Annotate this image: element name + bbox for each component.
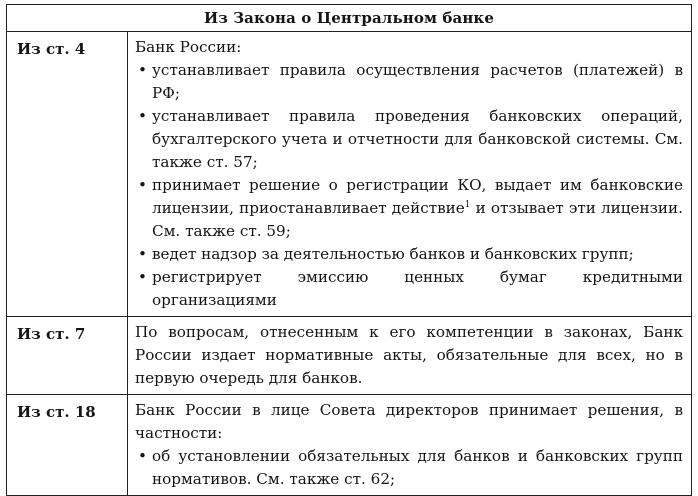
list-item-text: и отзывает эти лицензии. См. также ст. 59;	[152, 199, 683, 240]
list-item: • регистрирует эмиссию ценных бумаг кредитными организациями	[135, 266, 683, 312]
article-paragraph: По вопросам, отнесенным к его компетенции в законах, Банк России издает нормативные акты, обязательные для всех, но в первую очередь для банков.	[135, 323, 683, 387]
table-row	[7, 32, 692, 317]
law-excerpt-table	[6, 4, 692, 496]
article-intro: Банк России в лице Совета директоров принимает решения, в частности:	[135, 401, 683, 442]
list-item: • ведет надзор за деятельностью банков и банковских групп;	[135, 243, 683, 266]
article-text	[128, 317, 692, 395]
article-text	[128, 32, 692, 317]
article-label: Из ст. 7	[7, 317, 128, 395]
article-text	[128, 395, 692, 496]
list-item-text: принимает решение о регистрации КО, выдает им банковские лицензии, приостанавливает действие	[152, 176, 683, 217]
list-item: • об установлении обязательных для банков и банковских групп нормативов. См. также ст. 62;	[135, 445, 683, 491]
list-item: • устанавливает правила осуществления расчетов (платежей) в РФ;	[135, 59, 683, 105]
table-row	[7, 395, 692, 496]
list-item: • устанавливает правила проведения банковских операций, бухгалтерского учета и отчетности для банковской системы. См. также ст. 57;	[135, 105, 683, 174]
article-intro: Банк России:	[135, 38, 242, 56]
table-row	[7, 317, 692, 395]
table-title: Из Закона о Центральном банке	[7, 5, 692, 32]
article-label: Из ст. 18	[7, 395, 128, 496]
list-item	[135, 174, 683, 243]
footnote-mark: 1	[464, 199, 471, 210]
article-label: Из ст. 4	[7, 32, 128, 317]
